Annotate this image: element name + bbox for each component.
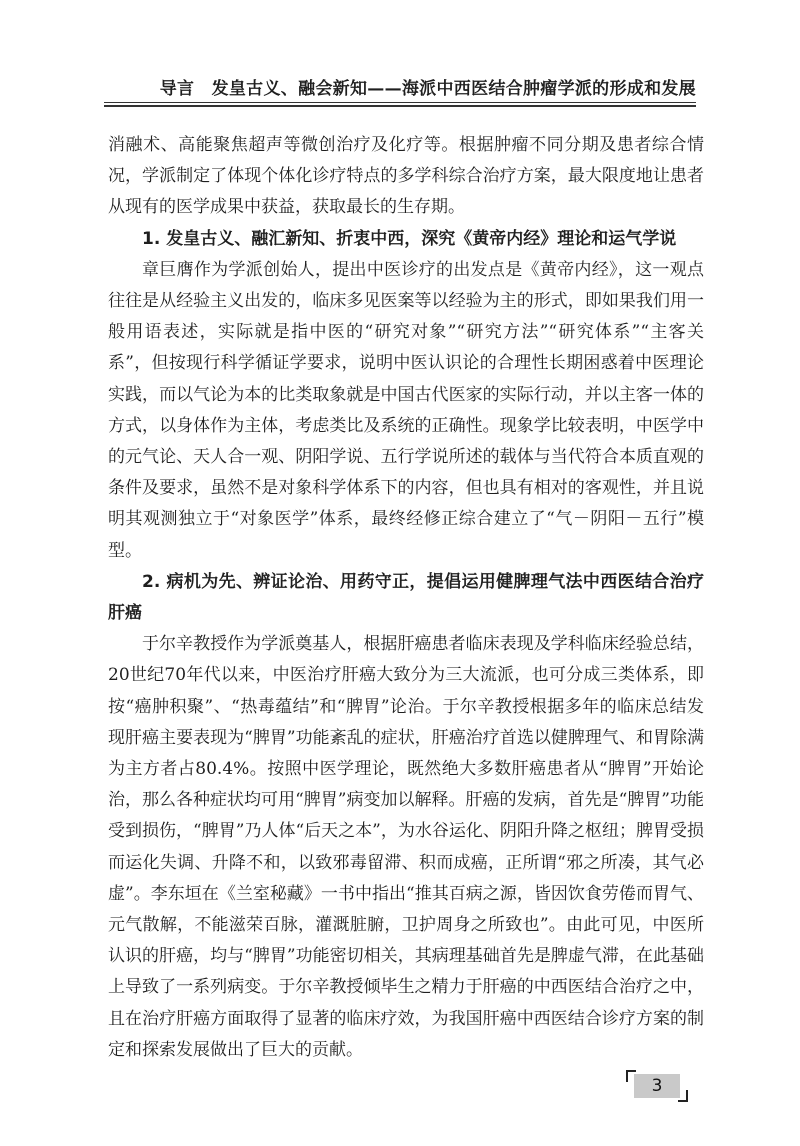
- page-number: 3: [651, 1076, 663, 1096]
- header-rule-thin: [104, 102, 696, 103]
- paragraph-zhang-juying: 章巨膺作为学派创始人，提出中医诊疗的出发点是《黄帝内经》，这一观点往往是从经验主义出发的，临床多见医案等以经验为主的形式，即如果我们用一般用语表述，实际就是指中医的“研究对象”“研究方法”“研究体系”“主客关系”，但按现行科学循证学要求，说明中医认识论的合理性长期困惑着中医理论实践，而以气论为本的比类取象就是中国古代医家的实际行动，并以主客一体的方式，以身体作为主体，考虑类比及系统的正确性。现象学比较表明，中医学中的元气论、天人合一观、阴阳学说、五行学说所述的载体与当代符合本质直观的条件及要求，虽然不是对象科学体系下的内容，但也具有相对的客观性，并且说明其观测独立于“对象医学”体系，最终经修正综合建立了“气－阴阳－五行”模型。: [108, 259, 704, 561]
- header-rule-thick: [104, 105, 696, 107]
- paragraph-yu-erxin: 于尔辛教授作为学派奠基人，根据肝癌患者临床表现及学科临床经验总结，20世纪70年代以来，中医治疗肝癌大致分为三大流派，也可分成三类体系，即按“癌肿积聚”、“热毒蕴结”和“脾胃”论治。于尔辛教授根据多年的临床总结发现肝癌主要表现为“脾胃”功能紊乱的症状，肝癌治疗首选以健脾理气、和胃除满为主方者占80.4%。按照中医学理论，既然绝大多数肝癌患者从“脾胃”开始论治，那么各种症状均可用“脾胃”病变加以解释。肝癌的发病，首先是“脾胃”功能受到损伤，“脾胃”乃人体“后天之本”，为水谷运化、阴阳升降之枢纽；脾胃受损而运化失调、升降不和，以致邪毒留滞、积而成癌，正所谓“邪之所凑，其气必虚”。李东垣在《兰室秘藏》一书中指出“推其百病之源，皆因饮食劳倦而胃气、元气散解，不能滋荣百脉，灌溉脏腑，卫护周身之所致也”。由此可见，中医所认识的肝癌，均与“脾胃”功能密切相关，其病理基础首先是脾虚气滞，在此基础上导致了一系列病变。于尔辛教授倾毕生之精力于肝癌的中西医结合治疗之中，且在治疗肝癌方面取得了显著的临床疗效，为我国肝癌中西医结合诊疗方案的制定和探索发展做出了巨大的贡献。: [108, 634, 704, 1060]
- paragraph-continued: 消融术、高能聚焦超声等微创治疗及化疗等。根据肿瘤不同分期及患者综合情况，学派制定了体现个体化诊疗特点的多学科综合治疗方案，最大限度地让患者从现有的医学成果中获益，获取最长的生存期。: [108, 135, 704, 218]
- corner-mark-bottom-right: [678, 1090, 688, 1102]
- section-heading-2: 2. 病机为先、辨证论治、用药守正，提倡运用健脾理气法中西医结合治疗肝癌: [108, 571, 704, 624]
- section-heading-1: 1. 发皇古义、融汇新知、折衷中西，深究《黄帝内经》理论和运气学说: [142, 228, 677, 249]
- page-number-box: [626, 1070, 688, 1102]
- page-body: [108, 130, 704, 1066]
- running-header: [104, 74, 696, 104]
- running-header-title: 导言 发皇古义、融会新知——海派中西医结合肿瘤学派的形成和发展: [159, 79, 696, 99]
